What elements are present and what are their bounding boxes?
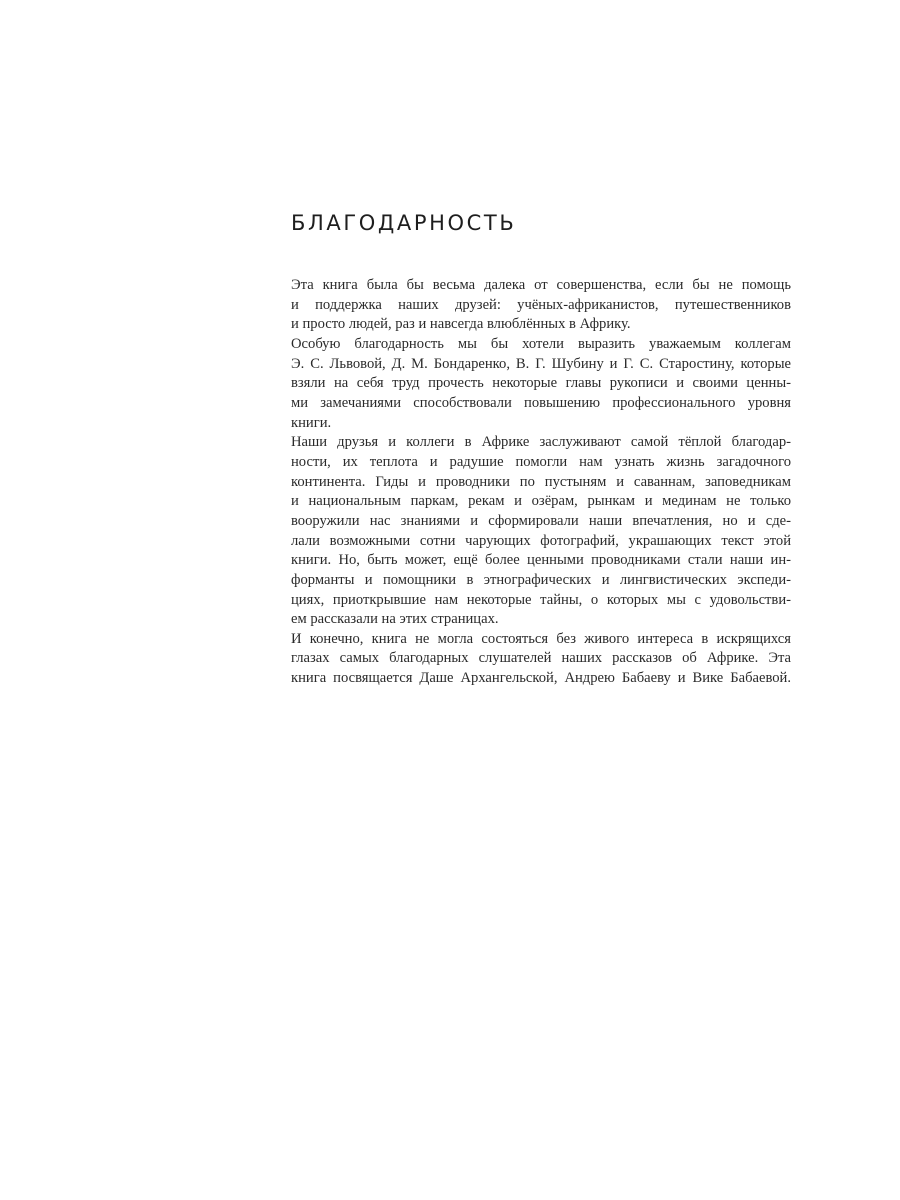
acknowledgements-body — [291, 276, 791, 689]
text-line: форманты и помощники в этнографических и лингвистических экспеди- — [291, 571, 791, 588]
text-line: Э. С. Львовой, Д. М. Бондаренко, В. Г. Шубину и Г. С. Старостину, которые — [291, 355, 791, 372]
paragraph-4 — [291, 630, 791, 689]
text-line: книга посвящается Даше Архангельской, Андрею Бабаеву и Вике Бабаевой. — [291, 670, 791, 687]
paragraph-3 — [291, 433, 791, 630]
text-line: и поддержка наших друзей: учёных-африканистов, путешественников — [291, 296, 791, 313]
text-line: Эта книга была бы весьма далека от совершенства, если бы не помощь — [291, 277, 791, 293]
text-line: глазах самых благодарных слушателей наших рассказов об Африке. Эта — [291, 650, 791, 667]
paragraph-1 — [291, 276, 791, 335]
text-line: И конечно, книга не могла состояться без живого интереса в искрящихся — [291, 630, 791, 647]
text-line: Особую благодарность мы бы хотели выразить уважаемым коллегам — [291, 335, 791, 352]
text-line: и просто людей, раз и навсегда влюблённых в Африку. — [291, 316, 631, 333]
paragraph-2 — [291, 335, 791, 433]
text-line: взяли на себя труд прочесть некоторые главы рукописи и своими ценны- — [291, 375, 791, 392]
text-line: книги. — [291, 414, 332, 431]
text-line: циях, приоткрывшие нам некоторые тайны, о которых мы с удовольстви- — [291, 591, 791, 608]
text-line: континента. Гиды и проводники по пустыням и саваннам, заповедникам — [291, 473, 791, 490]
text-line: ности, их теплота и радушие помогли нам узнать жизнь загадочного — [291, 453, 791, 470]
text-line: ми замечаниями способствовали повышению профессионального уровня — [291, 394, 791, 411]
text-line: лали возможными сотни чарующих фотографий, украшающих текст этой — [291, 532, 791, 549]
text-line: вооружили нас знаниями и сформировали наши впечатления, но и сде- — [291, 512, 791, 529]
page-title: БЛАГОДАРНОСТЬ — [291, 211, 517, 235]
text-line: книги. Но, быть может, ещё более ценными проводниками стали наши ин- — [291, 552, 791, 569]
text-line: и национальным паркам, рекам и озёрам, рынкам и мединам не только — [291, 493, 791, 510]
text-line: ем рассказали на этих страницах. — [291, 611, 499, 628]
text-line: Наши друзья и коллеги в Африке заслуживают самой тёплой благодар- — [291, 434, 791, 451]
